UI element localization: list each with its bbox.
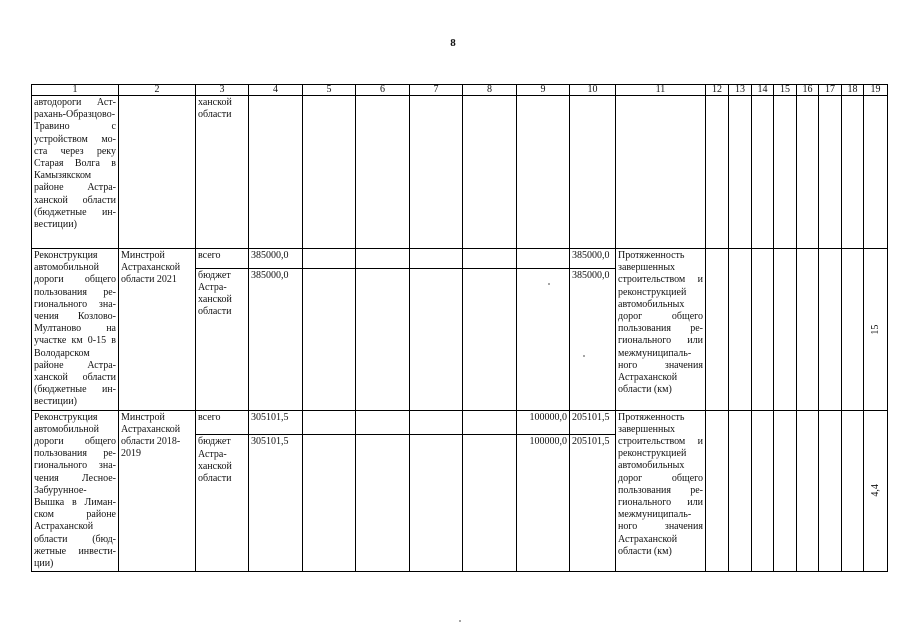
total-cell bbox=[249, 96, 303, 249]
col-header-19: 19 bbox=[864, 85, 888, 96]
table-row bbox=[32, 96, 888, 249]
year-cell bbox=[356, 96, 410, 249]
indicator-cell: Протяженность завершенных строительством и реконструкцией автомобильных дорог общего пользования ре-гионального или межмуниципаль-ного значения Астраханской области (км) bbox=[616, 249, 706, 411]
year-cell bbox=[356, 435, 410, 572]
source-cell: всего bbox=[196, 410, 249, 435]
scan-speck bbox=[583, 355, 585, 357]
year-cell bbox=[463, 96, 517, 249]
value-cell bbox=[864, 96, 888, 249]
object-name-cell: Реконструкция автомобильной дороги общего пользования ре-гионального зна-чения Лесное-Забурунное-Вышка в Лиман-ском районе Астраханской области (бюд-жетные инвести-ции) bbox=[32, 410, 119, 572]
year-cell: 100000,0 bbox=[517, 435, 570, 572]
col-header-17: 17 bbox=[819, 85, 842, 96]
year-cell bbox=[303, 249, 356, 269]
value-cell bbox=[819, 249, 842, 411]
year-cell: 205101,5 bbox=[570, 435, 616, 572]
year-cell bbox=[463, 435, 517, 572]
value-cell bbox=[774, 410, 797, 572]
year-cell bbox=[356, 268, 410, 410]
year-cell bbox=[410, 96, 463, 249]
col-header-4: 4 bbox=[249, 85, 303, 96]
value-cell bbox=[797, 249, 819, 411]
value-cell bbox=[706, 410, 729, 572]
customer-cell bbox=[119, 96, 196, 249]
target-value-cell bbox=[864, 410, 888, 572]
object-name-cell: автодороги Аст-рахань-Образцово-Травино с устройством мо-ста через реку Старая Волга в Камызякском районе Астра-ханской области (бюджетные ин-вестиции) bbox=[32, 96, 119, 249]
target-value-cell bbox=[864, 249, 888, 411]
indicator-cell: Протяженность завершенных строительством и реконструкцией автомобильных дорог общего пользования ре-гионального или межмуниципаль-ного значения Астраханской области (км) bbox=[616, 410, 706, 572]
value-cell bbox=[842, 410, 864, 572]
col-header-2: 2 bbox=[119, 85, 196, 96]
year-cell: 385000,0 bbox=[570, 249, 616, 269]
year-cell bbox=[356, 249, 410, 269]
scan-speck bbox=[459, 620, 461, 622]
col-header-8: 8 bbox=[463, 85, 517, 96]
year-cell bbox=[356, 410, 410, 435]
value-cell bbox=[819, 96, 842, 249]
year-cell bbox=[303, 96, 356, 249]
col-header-1: 1 bbox=[32, 85, 119, 96]
target-value: 15 bbox=[869, 324, 881, 335]
source-cell: ханской области bbox=[196, 96, 249, 249]
year-cell bbox=[410, 410, 463, 435]
col-header-11: 11 bbox=[616, 85, 706, 96]
year-cell bbox=[303, 410, 356, 435]
value-cell bbox=[752, 410, 774, 572]
total-cell: 305101,5 bbox=[249, 410, 303, 435]
value-cell bbox=[774, 96, 797, 249]
value-cell bbox=[729, 410, 752, 572]
year-cell bbox=[463, 268, 517, 410]
col-header-14: 14 bbox=[752, 85, 774, 96]
col-header-15: 15 bbox=[774, 85, 797, 96]
value-cell bbox=[774, 249, 797, 411]
year-cell bbox=[517, 96, 570, 249]
col-header-13: 13 bbox=[729, 85, 752, 96]
value-cell bbox=[752, 249, 774, 411]
customer-cell: Минстрой Астраханской области 2018-2019 bbox=[119, 410, 196, 572]
year-cell bbox=[570, 96, 616, 249]
total-cell: 385000,0 bbox=[249, 249, 303, 269]
object-name-cell: Реконструкция автомобильной дороги общего пользования ре-гионального зна-чения Козлово-Мултаново на участке км 0-15 в Володарском районе Астра-ханской области (бюджетные ин-вестиции) bbox=[32, 249, 119, 411]
year-cell bbox=[303, 435, 356, 572]
table-row bbox=[32, 410, 888, 435]
total-cell: 305101,5 bbox=[249, 435, 303, 572]
col-header-6: 6 bbox=[356, 85, 410, 96]
year-cell: 385000,0 bbox=[570, 268, 616, 410]
value-cell bbox=[797, 96, 819, 249]
source-cell: бюджет Астра-ханской области bbox=[196, 268, 249, 410]
year-cell: 100000,0 bbox=[517, 410, 570, 435]
col-header-12: 12 bbox=[706, 85, 729, 96]
page-number: 8 bbox=[450, 37, 456, 49]
table-header-row bbox=[32, 85, 888, 96]
value-cell bbox=[842, 249, 864, 411]
year-cell: 205101,5 bbox=[570, 410, 616, 435]
year-cell bbox=[410, 249, 463, 269]
year-cell bbox=[303, 268, 356, 410]
total-cell: 385000,0 bbox=[249, 268, 303, 410]
customer-cell: Минстрой Астраханской области 2021 bbox=[119, 249, 196, 411]
target-value: 4,4 bbox=[869, 484, 881, 498]
value-cell bbox=[797, 410, 819, 572]
value-cell bbox=[729, 96, 752, 249]
table-row bbox=[32, 249, 888, 269]
source-cell: бюджет Астра-ханской области bbox=[196, 435, 249, 572]
year-cell bbox=[410, 268, 463, 410]
year-cell bbox=[410, 435, 463, 572]
indicator-cell bbox=[616, 96, 706, 249]
value-cell bbox=[729, 249, 752, 411]
program-table bbox=[31, 84, 888, 572]
scan-speck bbox=[548, 283, 550, 285]
col-header-3: 3 bbox=[196, 85, 249, 96]
col-header-7: 7 bbox=[410, 85, 463, 96]
year-cell bbox=[463, 410, 517, 435]
source-cell: всего bbox=[196, 249, 249, 269]
value-cell bbox=[706, 249, 729, 411]
year-cell bbox=[517, 249, 570, 269]
col-header-10: 10 bbox=[570, 85, 616, 96]
year-cell bbox=[463, 249, 517, 269]
value-cell bbox=[752, 96, 774, 249]
value-cell bbox=[706, 96, 729, 249]
value-cell bbox=[842, 96, 864, 249]
col-header-5: 5 bbox=[303, 85, 356, 96]
col-header-9: 9 bbox=[517, 85, 570, 96]
year-cell bbox=[517, 268, 570, 410]
col-header-18: 18 bbox=[842, 85, 864, 96]
value-cell bbox=[819, 410, 842, 572]
col-header-16: 16 bbox=[797, 85, 819, 96]
